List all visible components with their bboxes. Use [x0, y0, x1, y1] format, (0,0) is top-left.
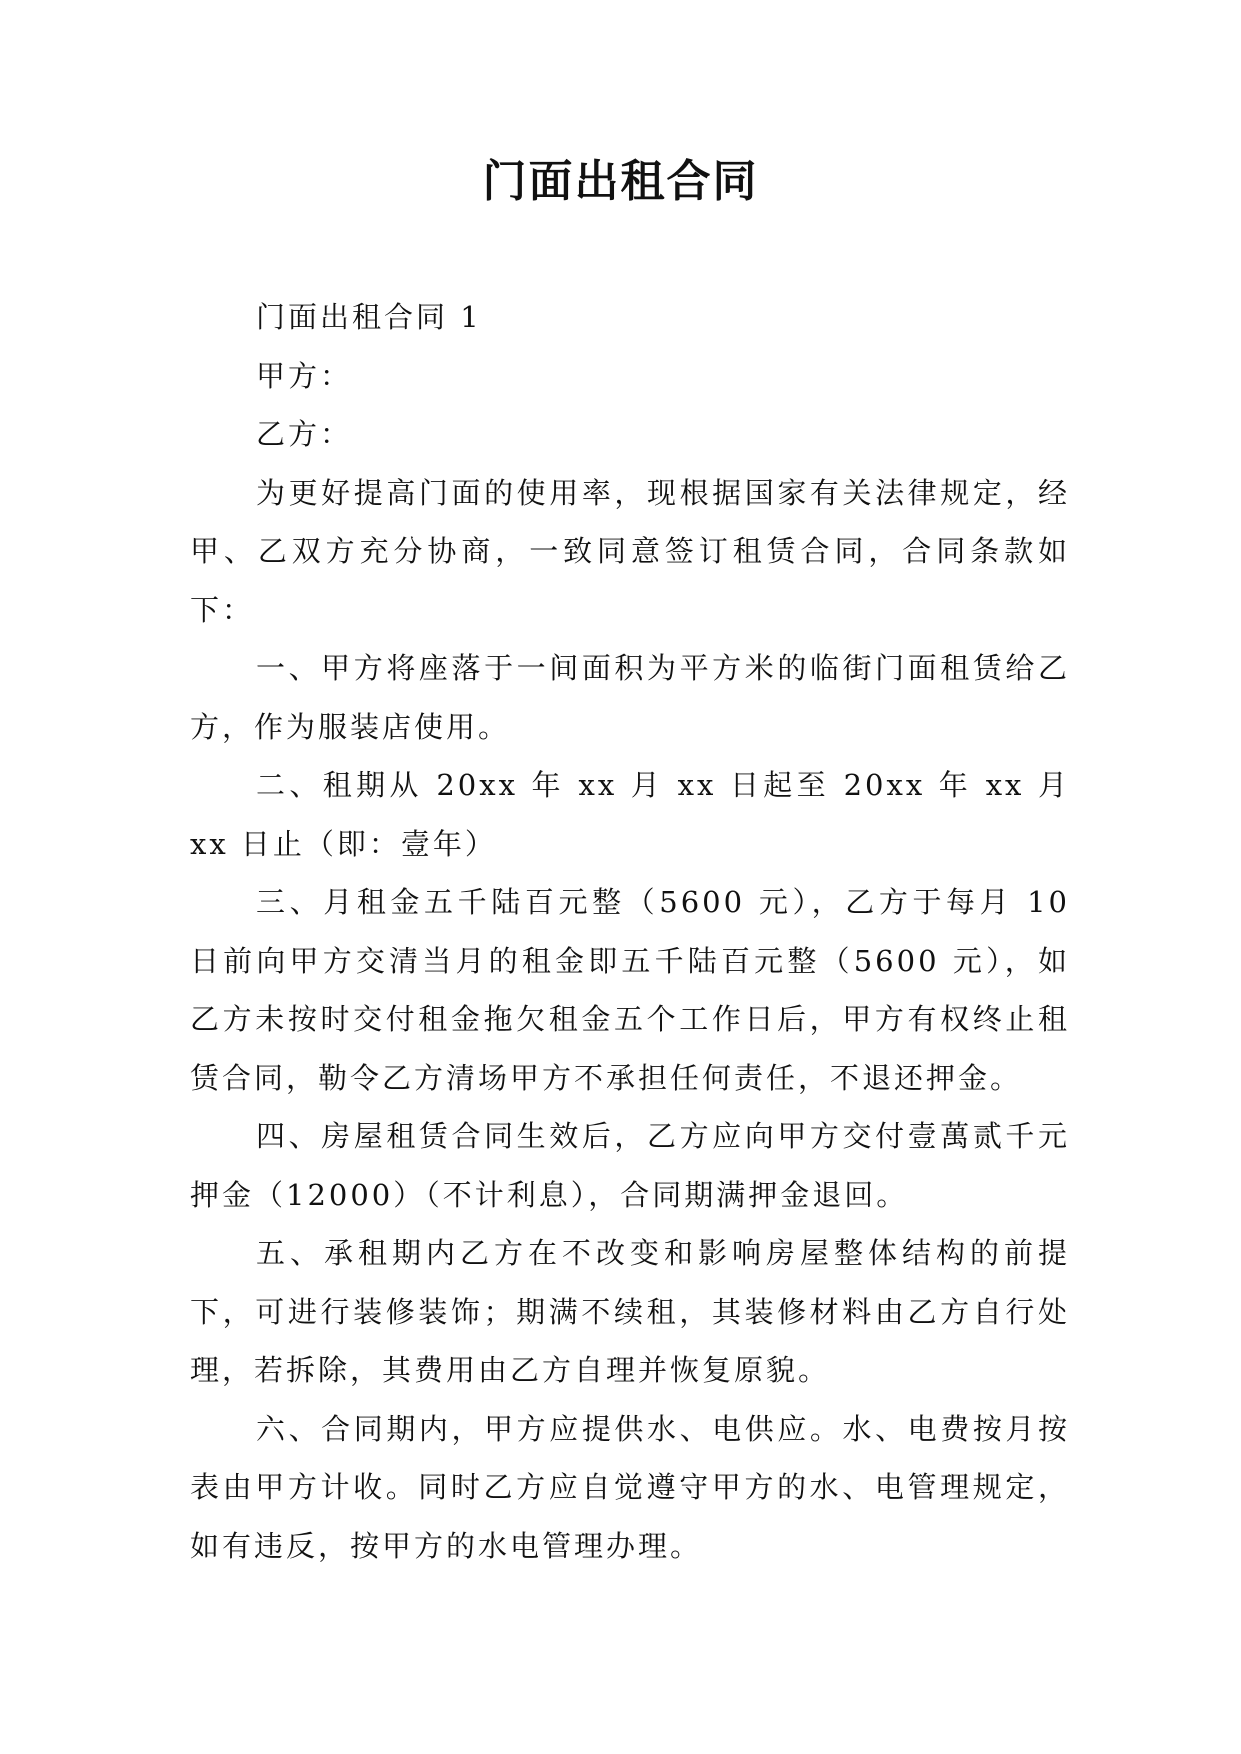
preamble-paragraph: 为更好提高门面的使用率，现根据国家有关法律规定，经甲、乙双方充分协商，一致同意签订租赁合同，合同条款如下：	[190, 475, 1070, 627]
clause-1: 一、甲方将座落于一间面积为平方米的临街门面租赁给乙方，作为服装店使用。	[190, 651, 1070, 744]
clause-5: 五、承租期内乙方在不改变和影响房屋整体结构的前提下，可进行装修装饰；期满不续租，其装修材料由乙方自行处理，若拆除，其费用由乙方自理并恢复原貌。	[190, 1236, 1070, 1387]
document-body	[190, 288, 1070, 1575]
contract-subtitle: 门面出租合同 1	[256, 300, 482, 334]
clause-6: 六、合同期内，甲方应提供水、电供应。水、电费按月按表由甲方计收。同时乙方应自觉遵守甲方的水、电管理规定，如有违反，按甲方的水电管理办理。	[190, 1411, 1070, 1563]
party-b-line: 乙方：	[256, 417, 353, 451]
clause-4: 四、房屋租赁合同生效后，乙方应向甲方交付壹萬贰千元押金（12000）（不计利息），合同期满押金退回。	[190, 1119, 1070, 1212]
party-a-line: 甲方：	[256, 358, 353, 393]
clause-3: 三、月租金五千陆百元整（5600 元），乙方于每月 10 日前向甲方交清当月的租金即五千陆百元整（5600 元），如乙方未按时交付租金拖欠租金五个工作日后，甲方有权终止租赁合同，勒令乙方清场甲方不承担任何责任，不退还押金。	[190, 885, 1070, 1095]
clause-2: 二、租期从 20xx 年 xx 月 xx 日起至 20xx 年 xx 月 xx 日止（即：壹年）	[190, 768, 1070, 861]
document-title: 门面出租合同	[482, 156, 759, 207]
